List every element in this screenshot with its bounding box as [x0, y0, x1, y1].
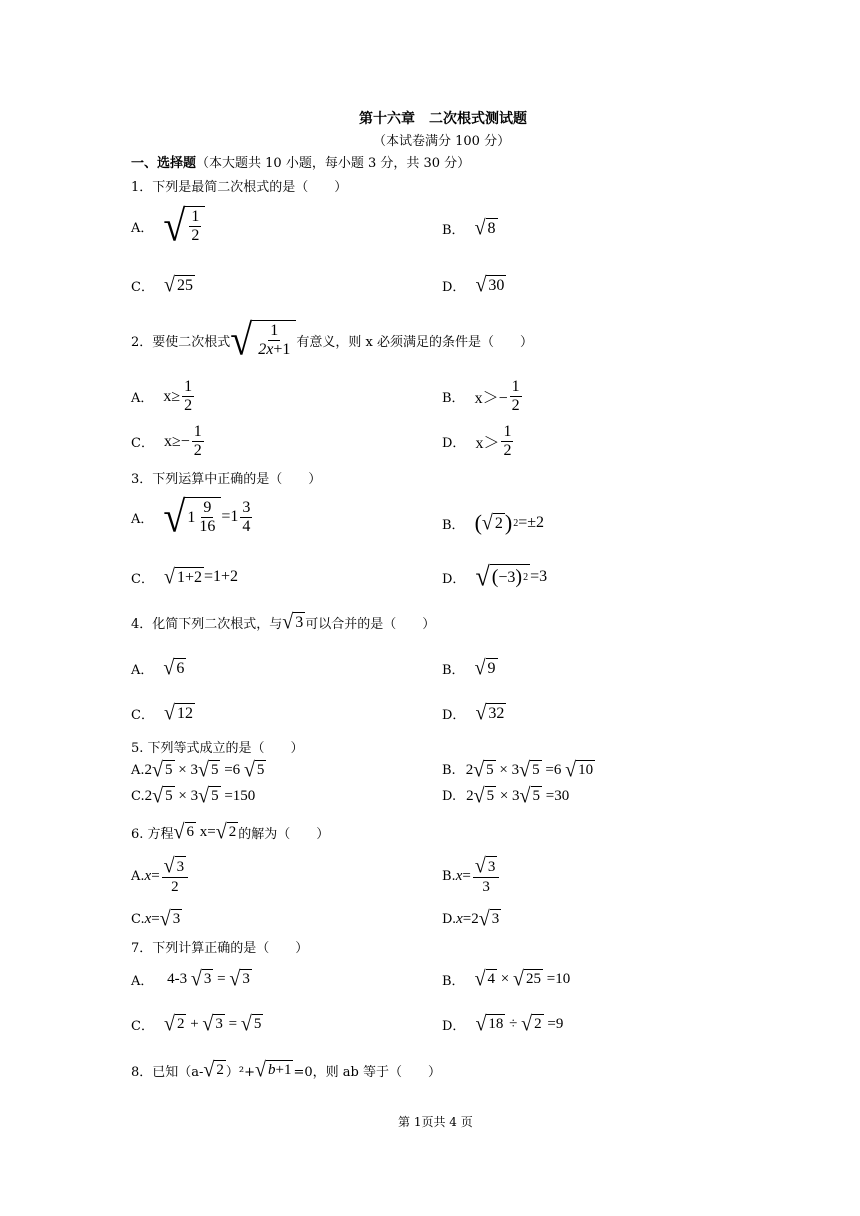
math-expression: x＞− $\frac{1}{2}$: [474, 378, 520, 414]
q1-option-b[interactable]: [442, 218, 498, 238]
option-label: D．: [442, 279, 466, 295]
math-expression: √ 3: [282, 610, 304, 634]
q5-option-b[interactable]: [442, 760, 595, 780]
option-label: C．: [131, 279, 154, 295]
math-expression: 2 √ 5 × 3 √ 5 =150: [144, 784, 256, 808]
question-1-stem: 1．下列是最简二次根式的是（ ）: [131, 180, 348, 195]
q4-post: 可以合并的是（ ）: [305, 616, 436, 632]
q1-option-a[interactable]: [131, 200, 205, 251]
option-label: C．: [131, 1018, 154, 1034]
math-expression: √ 4 × √ 25 =10: [474, 967, 571, 991]
section-note: （本大题共 10 小题，每小题 3 分，共 30 分）: [196, 156, 471, 171]
q3-option-d[interactable]: [442, 561, 548, 592]
math-expression: √ 9: [474, 656, 496, 680]
q3-option-c[interactable]: [131, 567, 238, 587]
math-expression: x = √ 3: [144, 907, 181, 931]
option-label: A．: [131, 511, 154, 527]
option-label: A．: [131, 391, 154, 406]
math-expression: x≥− $\frac{1}{2}$: [163, 423, 202, 459]
q4-option-d[interactable]: [442, 703, 506, 723]
option-label: B．: [442, 222, 465, 238]
option-label: D．: [442, 571, 466, 587]
question-7-stem: 7．下列计算正确的是（ ）: [131, 941, 309, 956]
q7-option-b[interactable]: [442, 969, 570, 989]
q2-option-a[interactable]: [131, 378, 196, 415]
q2-option-b[interactable]: [442, 378, 524, 415]
math-expression: 2 √ 5 × 3 √ 5 =30: [466, 784, 570, 808]
option-label: D．: [442, 1018, 466, 1034]
math-expression: √ 8: [474, 216, 496, 240]
math-expression: x =2 √ 3: [456, 907, 500, 931]
page-number: 第 1页共 4 页: [398, 1115, 473, 1129]
option-label: D.: [442, 788, 457, 804]
q7-option-d[interactable]: [442, 1014, 563, 1034]
q3-option-a[interactable]: [131, 491, 254, 542]
option-label: B．: [442, 517, 465, 533]
q2-post: 有意义，则 x 必须满足的条件是（ ）: [296, 334, 533, 350]
q8-pre: 8．已知（a-: [131, 1064, 204, 1080]
option-label: A．: [131, 662, 154, 678]
option-label: A.: [131, 868, 145, 884]
math-expression: x≥ $\frac{1}{2}$: [163, 378, 193, 414]
question-4-stem: [131, 612, 435, 632]
q4-option-b[interactable]: [442, 658, 498, 678]
math-expression: √ 6 x= √ 2: [173, 820, 237, 844]
math-expression: √ $\frac{1}{2}$: [163, 206, 205, 246]
q8-mid: ）²+: [225, 1064, 256, 1080]
option-label: A．: [131, 220, 154, 236]
math-expression: √ 32: [475, 701, 505, 725]
math-expression: x = √ 3 3: [456, 856, 502, 896]
math-expression: √ 2: [203, 1058, 224, 1082]
q1-option-c[interactable]: [131, 275, 195, 295]
math-expression: ( √ 2 ) 2 =±2: [474, 510, 545, 535]
q8-post: =0，则 ab 等于（ ）: [293, 1064, 441, 1080]
option-label: C．: [131, 571, 154, 587]
q7-option-a[interactable]: [131, 969, 252, 989]
q2-option-d[interactable]: [442, 423, 515, 460]
math-expression: √ 18 ÷ √ 2 =9: [475, 1012, 564, 1036]
section-name: 一、选择题: [131, 156, 197, 171]
q6-pre: 6. 方程: [131, 826, 174, 842]
q1-option-d[interactable]: [442, 275, 506, 295]
math-expression: √ 2 + √ 3 = √ 5: [163, 1012, 262, 1036]
math-expression: 4-3 √ 3 = √ 3: [163, 967, 250, 991]
q6-option-b[interactable]: [442, 856, 501, 896]
q6-option-d[interactable]: [442, 909, 501, 929]
q6-option-c[interactable]: [131, 909, 182, 929]
question-5-stem: 5. 下列等式成立的是（ ）: [131, 741, 304, 756]
math-expression: √ ( −3 ) 2 =3: [475, 561, 548, 592]
math-expression: √ b +1: [255, 1058, 292, 1082]
question-6-stem: [131, 822, 329, 842]
question-3-stem: 3．下列运算中正确的是（ ）: [131, 472, 322, 487]
option-label: C．: [131, 436, 154, 451]
math-expression: √ 30: [475, 273, 505, 297]
section-heading: [131, 152, 470, 171]
math-expression: 2 √ 5 × 3 √ 5 =6 √ 5: [144, 758, 265, 782]
q2-pre: 2．要使二次根式: [131, 334, 231, 350]
q4-option-a[interactable]: [131, 658, 186, 678]
math-expression: √ 12: [163, 701, 193, 725]
option-label: B.: [442, 762, 456, 778]
option-label: C．: [131, 707, 154, 723]
option-label: B.: [442, 868, 456, 884]
question-2-stem: [131, 314, 533, 365]
page-subtitle: （本试卷满分 100 分）: [373, 134, 511, 149]
option-label: B．: [442, 973, 465, 989]
page-title: 第十六章 二次根式测试题: [359, 111, 527, 127]
q7-option-c[interactable]: [131, 1014, 263, 1034]
math-expression: x＞ $\frac{1}{2}$: [475, 423, 512, 459]
q5-option-c[interactable]: [131, 786, 255, 806]
math-expression: √ 6: [163, 656, 185, 680]
question-8-stem: [131, 1060, 441, 1080]
math-expression: √ 1 $\frac{9}{16}$ =1 $\frac{3}{4}$: [163, 491, 251, 542]
option-label: B．: [442, 662, 465, 678]
option-label: A．: [131, 973, 154, 989]
math-expression: √ 1+2 =1+2: [163, 565, 239, 589]
math-expression: x = √ 3 2: [145, 856, 191, 896]
option-label: D．: [442, 436, 466, 451]
q3-option-b[interactable]: [442, 510, 544, 536]
math-expression: √ $\frac{1}{2x+1}$: [230, 320, 296, 360]
q6-option-a[interactable]: [131, 856, 190, 896]
math-expression: √ 25: [163, 273, 193, 297]
q5-option-a[interactable]: [131, 760, 266, 780]
q6-post: 的解为（ ）: [238, 826, 330, 842]
option-label: B．: [442, 391, 465, 406]
option-label: A.: [131, 762, 145, 778]
math-expression: 2 √ 5 × 3 √ 5 =6 √ 10: [465, 758, 594, 782]
option-label: C.: [131, 911, 145, 927]
q5-option-d[interactable]: [442, 786, 569, 806]
q2-option-c[interactable]: [131, 423, 206, 460]
option-label: C.: [131, 788, 145, 804]
q4-pre: 4．化简下列二次根式，与: [131, 616, 283, 632]
option-label: D.: [442, 911, 457, 927]
q4-option-c[interactable]: [131, 703, 195, 723]
option-label: D．: [442, 707, 466, 723]
